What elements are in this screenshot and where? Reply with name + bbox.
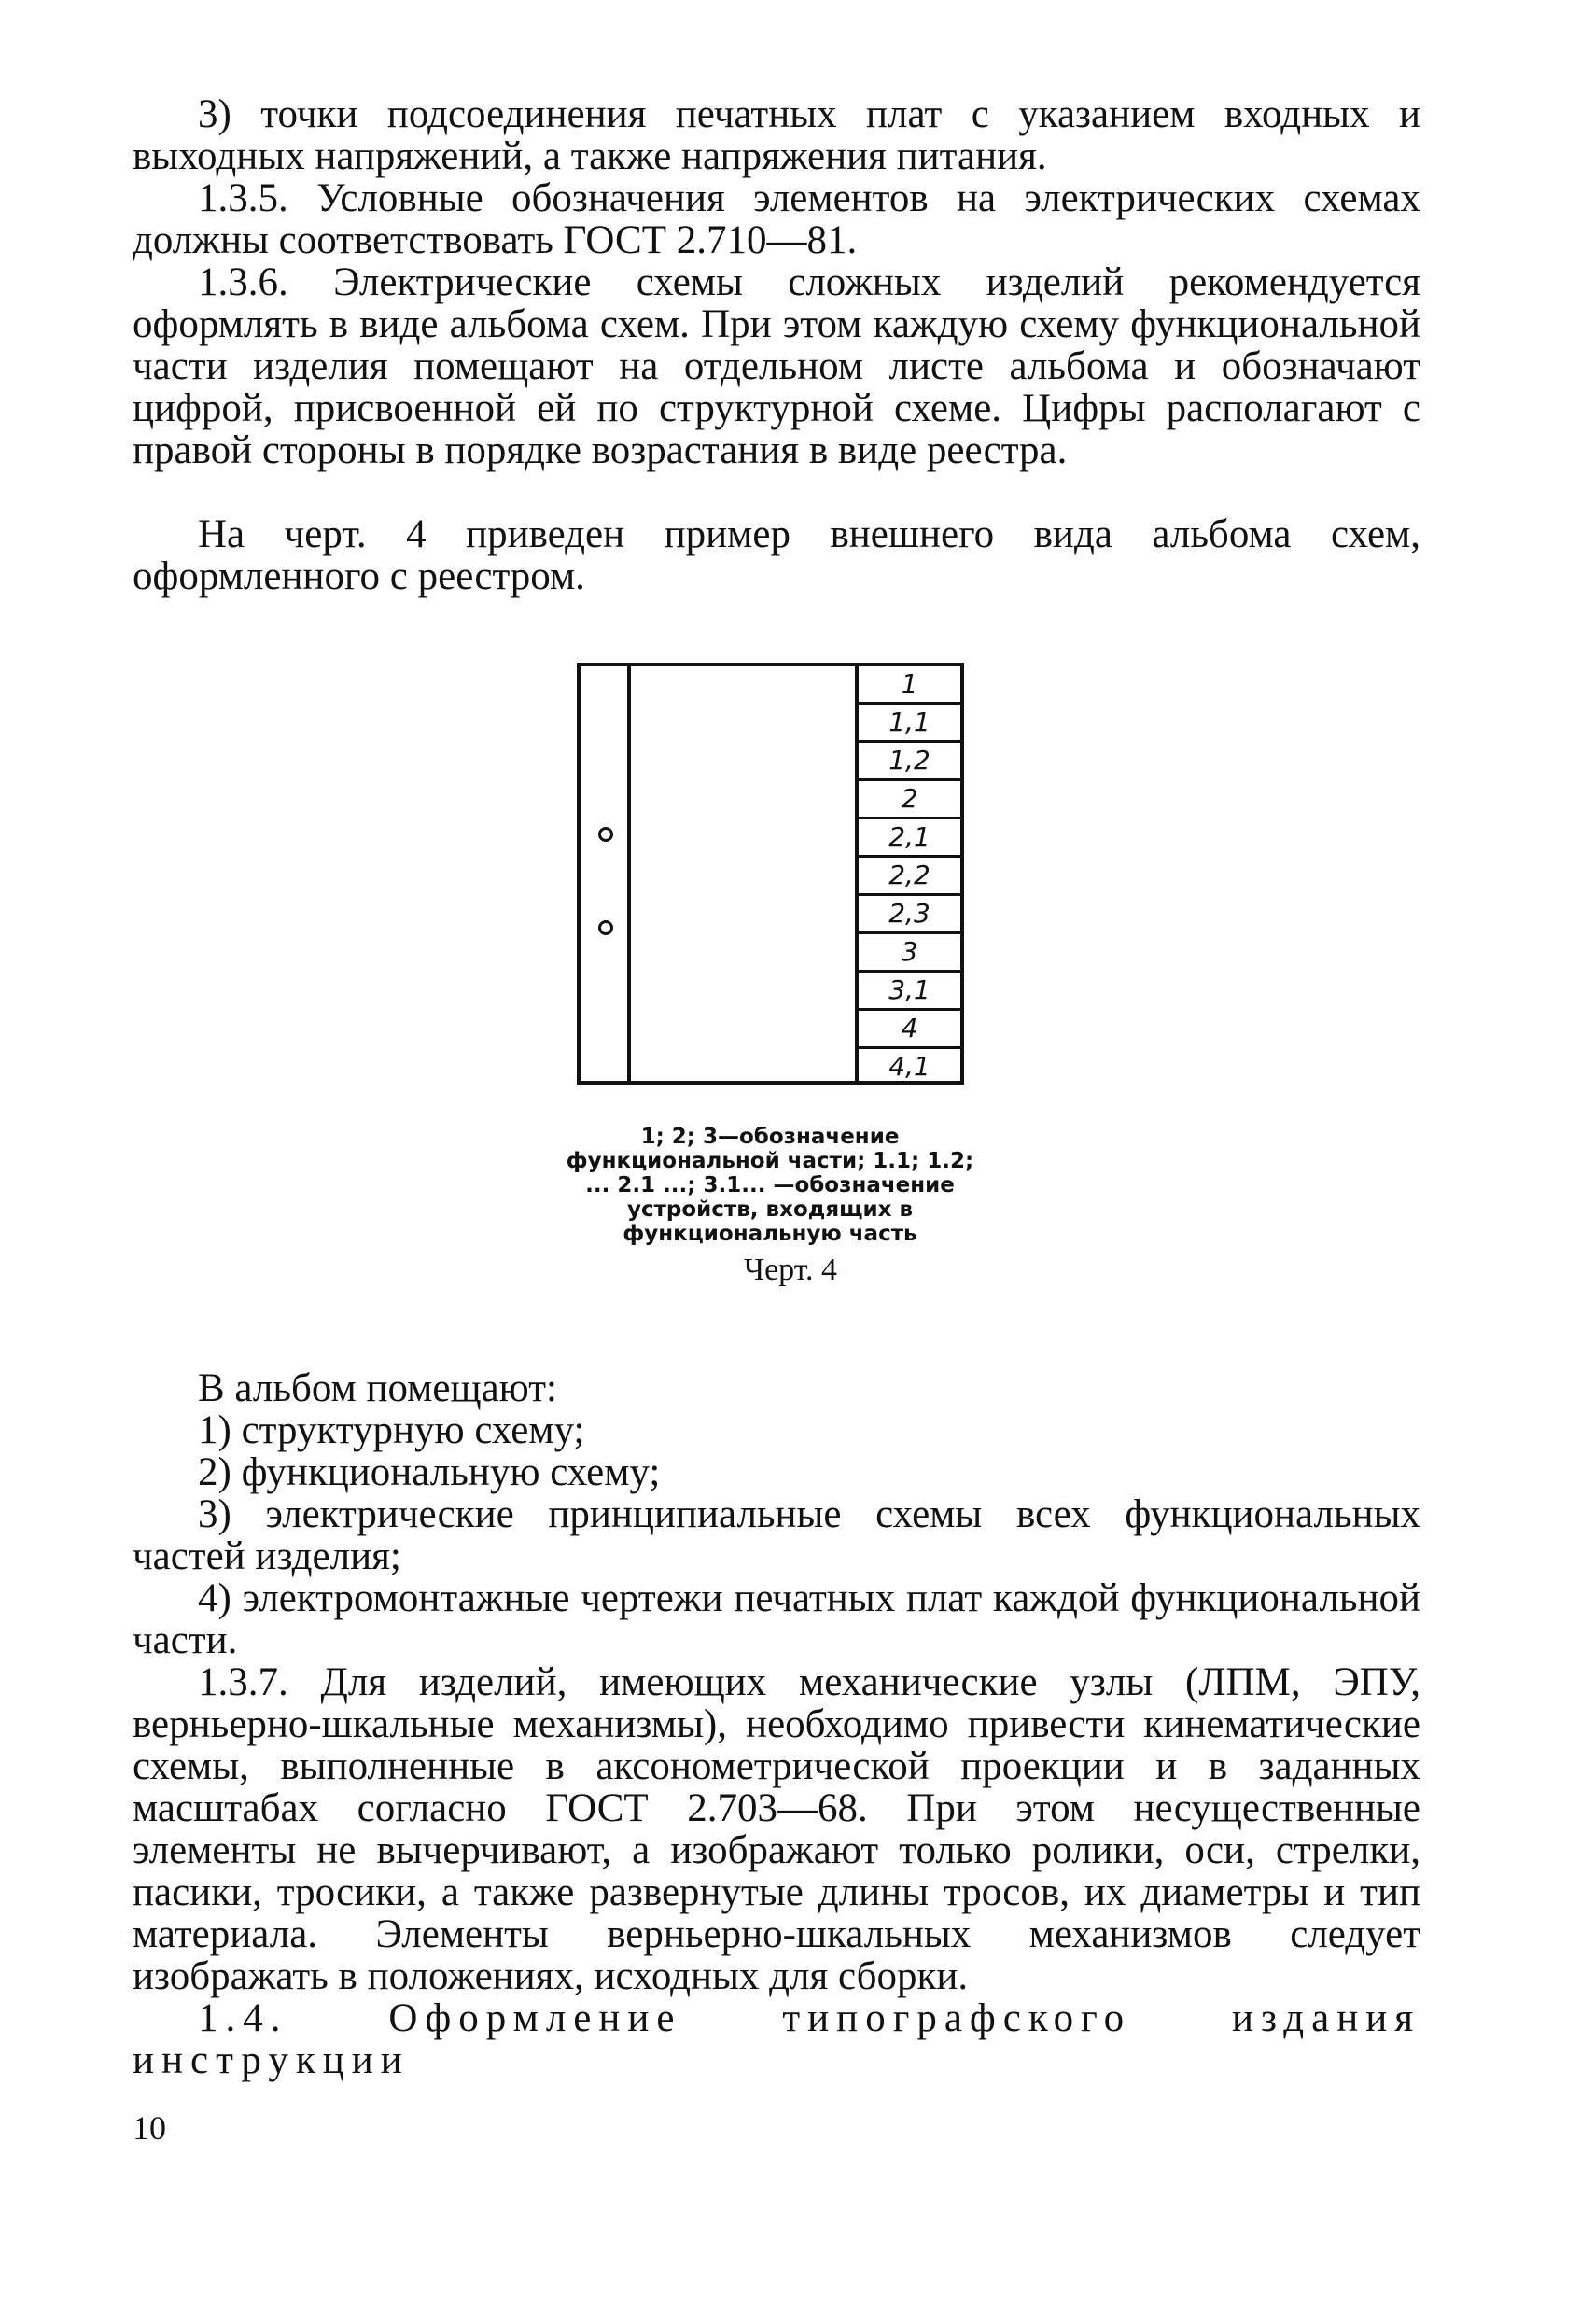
paragraph-1-3-7: 1.3.7. Для изделий, имеющих механические узлы (ЛПМ, ЭПУ, верньерно-шкальные механизмы), необходимо привести кинематические схемы, выполненные в аксонометрической проекции и в заданных масштабах согласно ГОСТ 2.703—68. При этом несущественные элементы не вычерчивают, а изображают только ролики, оси, стрелки, пасики, тросики, а также развернутые длины тросов, их диаметры и тип материала. Элементы верньерно-шкальных механизмов следует изображать в положениях, исходных для сборки. — [133, 1660, 1420, 1998]
binding-hole-icon — [598, 920, 613, 935]
figure-caption: 1; 2; 3—обозначение функциональной части; 1.1; 1.2; ... 2.1 ...; 3.1... —обозначение устройств, входящих в функциональную часть — [566, 1125, 974, 1246]
binding-hole-icon — [598, 827, 613, 842]
figure-label: Черт. 4 — [743, 1253, 838, 1287]
album-register — [859, 666, 960, 1085]
section-heading-1-4: 1.4. Оформление типографского издания инструкции — [133, 1996, 1420, 2082]
album-spine-line — [627, 666, 631, 1081]
register-cell: 2,1 — [859, 819, 960, 858]
list-item-structural: 1) структурную схему; — [198, 1408, 585, 1452]
list-item-wiring: 4) электромонтажные чертежи печатных плат каждой функциональной части. — [133, 1576, 1420, 1662]
register-cell: 2,3 — [859, 896, 960, 934]
register-cell: 1,2 — [859, 743, 960, 781]
list-item-principal: 3) электрические принципиальные схемы всех функциональных частей изделия; — [133, 1492, 1420, 1578]
register-cell: 3 — [859, 934, 960, 973]
register-cell: 1 — [859, 666, 960, 705]
register-cell: 3,1 — [859, 973, 960, 1011]
register-cell: 2 — [859, 781, 960, 819]
register-cell: 1,1 — [859, 705, 960, 743]
paragraph-figure-reference: На черт. 4 приведен пример внешнего вида альбома схем, оформленного с реестром. — [133, 512, 1420, 598]
register-cell: 4,1 — [888, 1051, 930, 1082]
register-cell: 4 — [859, 1011, 960, 1049]
paragraph-1-3-6: 1.3.6. Электрические схемы сложных изделий рекомендуется оформлять в виде альбома схем. При этом каждую схему функциональной части изделия помещают на отдельном листе альбома и обозначают цифрой, присвоенной ей по структурной схеме. Цифры располагают с правой стороны в порядке возрастания в виде реестра. — [133, 260, 1420, 472]
list-item-functional: 2) функциональную схему; — [198, 1450, 661, 1494]
paragraph-1-3-5: 1.3.5. Условные обозначения элементов на электрических схемах должны соответствовать ГОСТ 2.710—81. — [133, 176, 1420, 262]
register-cell: 2,2 — [859, 858, 960, 896]
paragraph-output-points: 3) точки подсоединения печатных плат с указанием входных и выходных напряжений, а также напряжения питания. — [133, 92, 1420, 178]
paragraph-album-contents: В альбом помещают: — [198, 1366, 557, 1410]
page-number: 10 — [133, 2109, 166, 2147]
album-diagram — [577, 663, 964, 1085]
